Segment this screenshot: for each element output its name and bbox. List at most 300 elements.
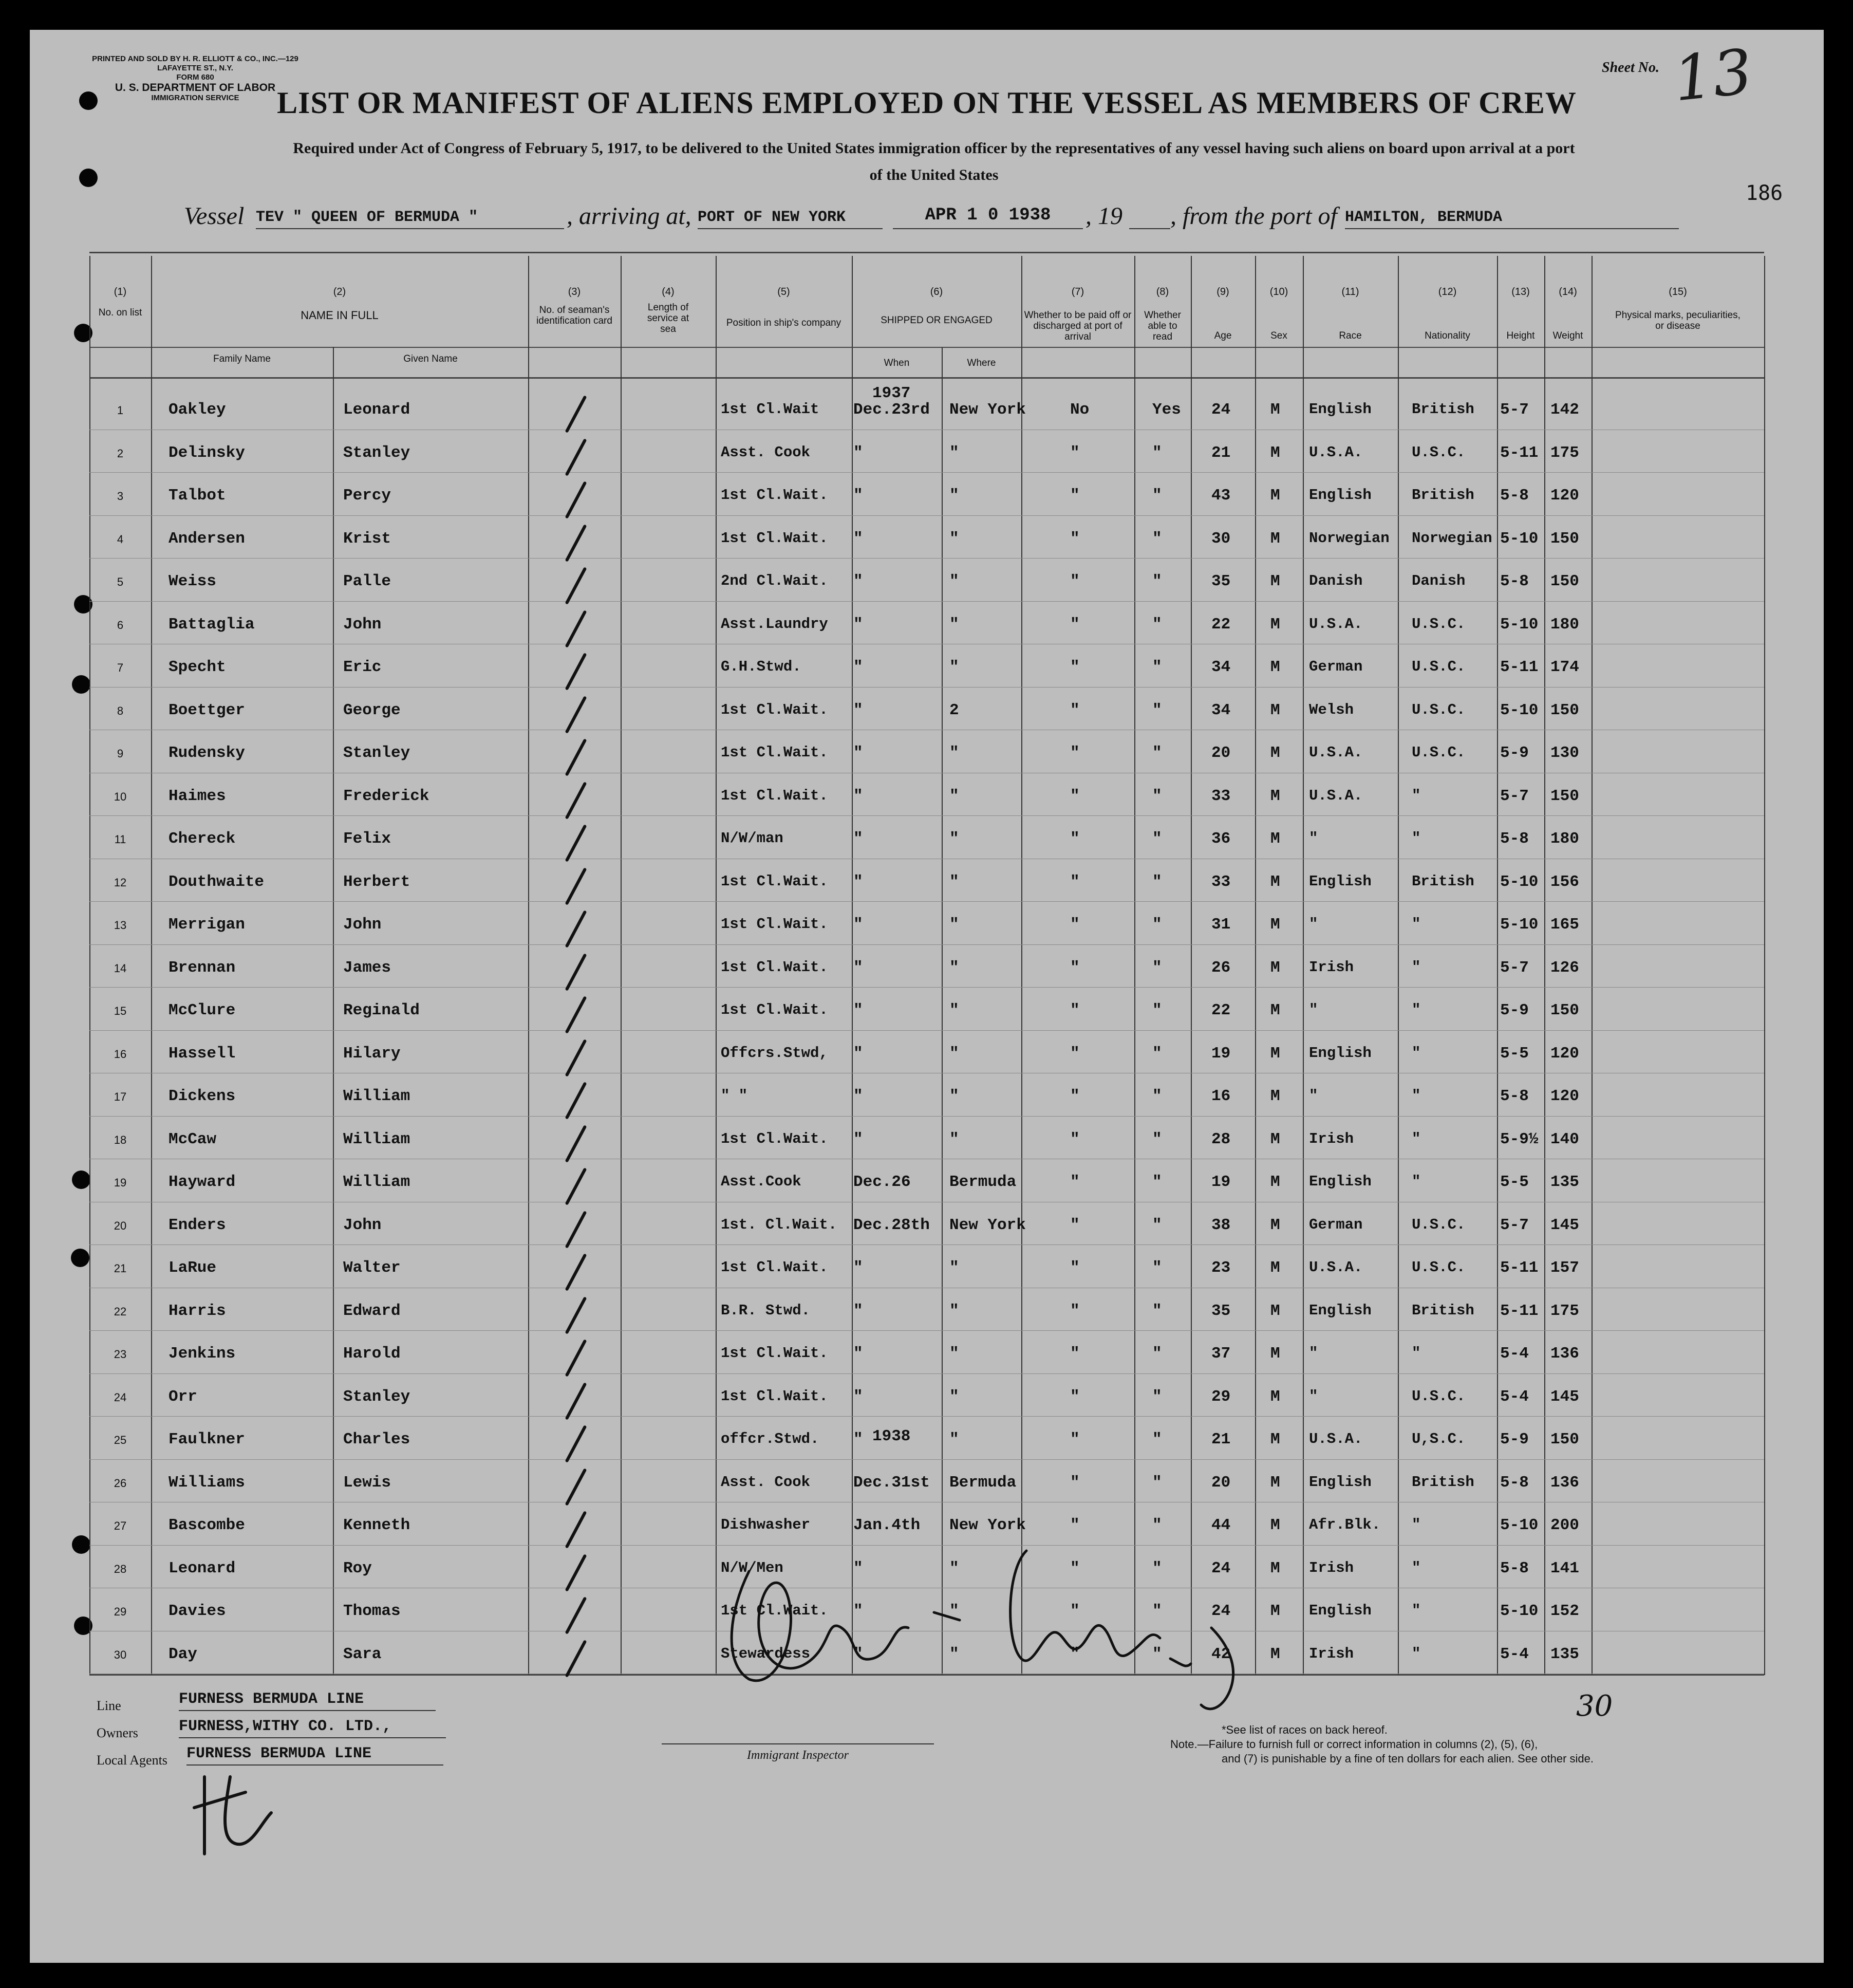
sex: M xyxy=(1270,1259,1280,1277)
id-card-check-mark xyxy=(565,953,587,991)
age: 22 xyxy=(1211,1001,1231,1019)
id-card-check-mark xyxy=(565,1253,587,1291)
able-to-read: Yes xyxy=(1152,401,1181,419)
able-to-read: " xyxy=(1152,1173,1162,1191)
id-card-check-mark xyxy=(565,824,587,862)
able-to-read: " xyxy=(1152,1001,1162,1019)
col-1-number: (1) xyxy=(114,286,127,298)
id-card-check-mark xyxy=(565,653,587,690)
given-name: Stanley xyxy=(343,744,410,762)
nationality: " xyxy=(1412,830,1421,847)
age: 28 xyxy=(1211,1130,1231,1148)
row-number: 9 xyxy=(117,747,124,760)
row-number: 29 xyxy=(114,1605,127,1618)
race: English xyxy=(1309,1173,1372,1190)
position: B.R. Stwd. xyxy=(721,1302,811,1319)
id-card-check-mark xyxy=(565,610,587,647)
shipped-when: Dec.23rd xyxy=(853,401,930,419)
able-to-read: " xyxy=(1152,443,1162,462)
race: Irish xyxy=(1309,958,1354,976)
shipped-when: " xyxy=(853,529,863,548)
row-number: 12 xyxy=(114,876,127,889)
id-card-check-mark xyxy=(565,1296,587,1334)
age: 43 xyxy=(1211,487,1231,505)
row-number: 28 xyxy=(114,1562,127,1575)
paid-off: " xyxy=(1070,1559,1080,1577)
sex: M xyxy=(1270,1302,1280,1320)
row-number: 7 xyxy=(117,661,124,674)
age: 44 xyxy=(1211,1516,1231,1534)
given-name: William xyxy=(343,1087,410,1105)
position: 1st Cl.Wait. xyxy=(721,1130,828,1147)
row-number: 24 xyxy=(114,1390,127,1404)
race: U.S.A. xyxy=(1309,615,1363,633)
sex: M xyxy=(1270,1645,1280,1663)
age: 37 xyxy=(1211,1345,1231,1363)
position: 2nd Cl.Wait. xyxy=(721,572,828,589)
family-name: LaRue xyxy=(169,1259,217,1277)
column-divider xyxy=(1021,256,1022,1675)
footnote-warning-1: Note.—Failure to furnish full or correct information in columns (2), (5), (6), xyxy=(1170,1738,1538,1751)
sex: M xyxy=(1270,572,1280,590)
position: 1st Cl.Wait. xyxy=(721,1387,828,1405)
shipped-where: " xyxy=(949,1001,959,1019)
sex: M xyxy=(1270,1173,1280,1191)
shipped-where: " xyxy=(949,830,959,848)
column-divider xyxy=(151,256,152,1675)
row-number: 2 xyxy=(117,447,124,460)
family-name: Haimes xyxy=(169,787,226,805)
owners-label: Owners xyxy=(97,1725,138,1740)
able-to-read: " xyxy=(1152,658,1162,676)
race: Irish xyxy=(1309,1130,1354,1147)
given-name: Stanley xyxy=(343,443,410,462)
sheet-label: Sheet No. xyxy=(1602,60,1659,76)
weight: 150 xyxy=(1550,1430,1579,1448)
height: 5-8 xyxy=(1500,572,1529,590)
given-name: Eric xyxy=(343,658,382,676)
height: 5-4 xyxy=(1500,1645,1529,1663)
race: Norwegian xyxy=(1309,529,1390,547)
col-12-number: (12) xyxy=(1438,286,1457,298)
col-3-number: (3) xyxy=(568,286,581,298)
row-number: 17 xyxy=(114,1090,127,1103)
family-name: Talbot xyxy=(169,487,226,505)
height: 5-10 xyxy=(1500,1516,1539,1534)
row-rule xyxy=(89,1416,1764,1417)
shipped-when: " xyxy=(853,1430,863,1448)
agents-value: FURNESS BERMUDA LINE xyxy=(186,1745,443,1766)
position: 1st Cl.Wait. xyxy=(721,701,828,718)
col-4-number: (4) xyxy=(662,286,675,298)
nationality: U.S.C. xyxy=(1412,1259,1466,1276)
column-6-divider xyxy=(852,347,1021,348)
able-to-read: " xyxy=(1152,529,1162,548)
row-rule xyxy=(89,687,1764,688)
height: 5-11 xyxy=(1500,1259,1539,1277)
punch-hole xyxy=(79,169,98,187)
able-to-read: " xyxy=(1152,1216,1162,1234)
position: offcr.Stwd. xyxy=(721,1430,819,1447)
race: English xyxy=(1309,487,1372,504)
weight: 150 xyxy=(1550,529,1579,548)
column-divider xyxy=(1255,256,1256,1675)
sex: M xyxy=(1270,1044,1280,1063)
family-name: Specht xyxy=(169,658,226,676)
sex: M xyxy=(1270,1430,1280,1448)
given-name: Charles xyxy=(343,1430,410,1448)
shipped-where: " xyxy=(949,1602,959,1620)
race: U.S.A. xyxy=(1309,443,1363,461)
able-to-read: " xyxy=(1152,615,1162,634)
from-label: , from the port of xyxy=(1170,202,1337,230)
col-6-label: SHIPPED OR ENGAGED xyxy=(881,315,993,326)
weight: 140 xyxy=(1550,1130,1579,1148)
family-name: Delinsky xyxy=(169,443,245,462)
race: U.S.A. xyxy=(1309,1259,1363,1276)
height: 5-7 xyxy=(1500,401,1529,419)
sex: M xyxy=(1270,1387,1280,1406)
position: 1st Cl.Wait. xyxy=(721,916,828,933)
shipped-where: " xyxy=(949,443,959,462)
id-card-check-mark xyxy=(565,910,587,947)
position: 1st Cl.Wait. xyxy=(721,487,828,504)
family-name: Orr xyxy=(169,1387,197,1406)
nationality: " xyxy=(1412,1645,1421,1662)
age: 29 xyxy=(1211,1387,1231,1406)
nationality: U.S.C. xyxy=(1412,443,1466,461)
weight: 120 xyxy=(1550,1044,1579,1063)
nationality: " xyxy=(1412,1130,1421,1147)
position: Asst. Cook xyxy=(721,1473,811,1491)
sex: M xyxy=(1270,1345,1280,1363)
row-number: 13 xyxy=(114,919,127,932)
row-rule xyxy=(89,815,1764,816)
shipped-where: Bermuda xyxy=(949,1473,1017,1492)
height: 5-9 xyxy=(1500,1430,1529,1448)
shipped-when: " xyxy=(853,1044,863,1063)
shipped-when: " xyxy=(853,658,863,676)
able-to-read: " xyxy=(1152,744,1162,762)
col-9-number: (9) xyxy=(1216,286,1229,298)
shipped-where: New York xyxy=(949,1216,1026,1234)
row-number: 27 xyxy=(114,1519,127,1532)
paid-off: " xyxy=(1070,1130,1080,1148)
sex: M xyxy=(1270,529,1280,548)
able-to-read: " xyxy=(1152,1559,1162,1577)
sex: M xyxy=(1270,744,1280,762)
height: 5-4 xyxy=(1500,1387,1529,1406)
column-divider xyxy=(1497,256,1498,1675)
height: 5-8 xyxy=(1500,487,1529,505)
weight: 135 xyxy=(1550,1173,1579,1191)
column-divider xyxy=(333,347,334,1675)
shipped-when: " xyxy=(853,1302,863,1320)
row-number: 1 xyxy=(117,404,124,417)
row-number: 25 xyxy=(114,1434,127,1446)
age: 42 xyxy=(1211,1645,1231,1663)
col-5-number: (5) xyxy=(777,286,790,298)
col-14-label: Weight xyxy=(1552,330,1583,341)
position: 1st Cl.Wait. xyxy=(721,744,828,761)
height: 5-10 xyxy=(1500,615,1539,634)
family-name: Dickens xyxy=(169,1087,236,1105)
table-top-border xyxy=(89,252,1764,253)
shipped-when: " xyxy=(853,1602,863,1620)
age: 16 xyxy=(1211,1087,1231,1105)
column-divider xyxy=(716,256,717,1675)
age: 19 xyxy=(1211,1044,1231,1063)
age: 22 xyxy=(1211,615,1231,634)
able-to-read: " xyxy=(1152,1602,1162,1620)
row-number: 3 xyxy=(117,490,124,503)
shipped-when: " xyxy=(853,701,863,719)
given-name: George xyxy=(343,701,401,719)
line-label: Line xyxy=(97,1698,121,1713)
col-15-number: (15) xyxy=(1669,286,1687,298)
position: Dishwasher xyxy=(721,1516,811,1533)
paid-off: " xyxy=(1070,529,1080,548)
age: 24 xyxy=(1211,401,1231,419)
id-card-check-mark xyxy=(565,996,587,1033)
nationality: " xyxy=(1412,1602,1421,1619)
col-9-label: Age xyxy=(1214,330,1232,341)
age: 19 xyxy=(1211,1173,1231,1191)
paid-off: " xyxy=(1070,658,1080,676)
shipped-when: " xyxy=(853,1087,863,1105)
shipped-where: " xyxy=(949,872,959,891)
weight: 200 xyxy=(1550,1516,1579,1534)
position: Stewardess xyxy=(721,1645,811,1662)
family-name: Jenkins xyxy=(169,1345,236,1363)
id-card-check-mark xyxy=(565,1211,587,1248)
nationality: " xyxy=(1412,1087,1421,1104)
page-number: 186 xyxy=(1746,181,1783,205)
shipped-when: " xyxy=(853,872,863,891)
age: 33 xyxy=(1211,872,1231,891)
age: 30 xyxy=(1211,529,1231,548)
race: English xyxy=(1309,1473,1372,1491)
given-name: John xyxy=(343,916,382,934)
family-name: Bascombe xyxy=(169,1516,245,1534)
col-2-given-label: Given Name xyxy=(403,354,458,364)
col-6-where-label: Where xyxy=(967,358,996,368)
column-divider xyxy=(1398,256,1399,1675)
paid-off: " xyxy=(1070,872,1080,891)
year-note-1937: 1937 xyxy=(872,384,911,402)
age: 35 xyxy=(1211,1302,1231,1320)
paid-off: " xyxy=(1070,1602,1080,1620)
family-name: Battaglia xyxy=(169,615,255,634)
page-title: LIST OR MANIFEST OF ALIENS EMPLOYED ON THE VESSEL AS MEMBERS OF CREW xyxy=(277,86,1577,120)
height: 5-8 xyxy=(1500,830,1529,848)
nationality: British xyxy=(1412,1302,1474,1319)
age: 33 xyxy=(1211,787,1231,805)
given-name: John xyxy=(343,1216,382,1234)
shipped-where: " xyxy=(949,787,959,805)
printer-line: PRINTED AND SOLD BY H. R. ELLIOTT & CO., INC.—129 LAFAYETTE ST., N.Y. xyxy=(92,54,298,72)
position: Asst.Cook xyxy=(721,1173,801,1190)
id-card-check-mark xyxy=(565,738,587,776)
row-rule xyxy=(89,515,1764,516)
shipped-where: New York xyxy=(949,1516,1026,1534)
col-5-label: Position in ship's company xyxy=(726,318,841,328)
race: English xyxy=(1309,401,1372,418)
weight: 120 xyxy=(1550,1087,1579,1105)
row-rule xyxy=(89,1373,1764,1374)
height: 5-7 xyxy=(1500,958,1529,977)
weight: 120 xyxy=(1550,487,1579,505)
position: G.H.Stwd. xyxy=(721,658,801,675)
sex: M xyxy=(1270,658,1280,676)
shipped-where: " xyxy=(949,1302,959,1320)
sheet-number: 13 xyxy=(1670,36,1756,116)
given-name: Stanley xyxy=(343,1387,410,1406)
row-number: 21 xyxy=(114,1262,127,1275)
given-name: Felix xyxy=(343,830,391,848)
nationality: U,S.C. xyxy=(1412,1430,1466,1447)
punch-hole xyxy=(71,1249,89,1267)
id-card-check-mark xyxy=(565,867,587,905)
weight: 175 xyxy=(1550,1302,1579,1320)
col-13-number: (13) xyxy=(1511,286,1530,298)
arriving-label: , arriving at, xyxy=(567,202,691,230)
height: 5-10 xyxy=(1500,872,1539,891)
col-15-label: Physical marks, peculiarities, or disease xyxy=(1615,310,1740,331)
age: 21 xyxy=(1211,443,1231,462)
id-card-check-mark xyxy=(565,1468,587,1506)
family-name: Rudensky xyxy=(169,744,245,762)
weight: 145 xyxy=(1550,1216,1579,1234)
able-to-read: " xyxy=(1152,572,1162,590)
id-card-check-mark xyxy=(565,696,587,733)
race: Danish xyxy=(1309,572,1363,589)
row-number: 11 xyxy=(114,833,126,846)
race: Irish xyxy=(1309,1559,1354,1576)
id-card-check-mark xyxy=(565,782,587,819)
able-to-read: " xyxy=(1152,830,1162,848)
nationality: British xyxy=(1412,1473,1474,1491)
id-card-check-mark xyxy=(565,1511,587,1548)
sex: M xyxy=(1270,487,1280,505)
punch-hole xyxy=(72,675,90,694)
shipped-when: " xyxy=(853,1130,863,1148)
column-divider xyxy=(1303,256,1304,1675)
paid-off: " xyxy=(1070,1044,1080,1063)
nationality: " xyxy=(1412,1001,1421,1018)
col-11-number: (11) xyxy=(1341,286,1359,298)
race: Irish xyxy=(1309,1645,1354,1662)
age: 20 xyxy=(1211,1473,1231,1492)
id-card-check-mark xyxy=(565,481,587,518)
family-name: Brennan xyxy=(169,958,236,977)
nationality: Norwegian xyxy=(1412,529,1492,547)
shipped-where: " xyxy=(949,916,959,934)
sex: M xyxy=(1270,701,1280,719)
height: 5-8 xyxy=(1500,1087,1529,1105)
departure-port: HAMILTON, BERMUDA xyxy=(1345,209,1679,229)
weight: 135 xyxy=(1550,1645,1579,1663)
height: 5-11 xyxy=(1500,1302,1539,1320)
given-name: Kenneth xyxy=(343,1516,410,1534)
given-name: Lewis xyxy=(343,1473,391,1492)
paid-off: " xyxy=(1070,1087,1080,1105)
able-to-read: " xyxy=(1152,701,1162,719)
id-card-check-mark xyxy=(565,567,587,604)
position: 1st Cl.Wait. xyxy=(721,1259,828,1276)
paid-off: " xyxy=(1070,916,1080,934)
shipped-when: " xyxy=(853,744,863,762)
able-to-read: " xyxy=(1152,1473,1162,1492)
weight: 142 xyxy=(1550,401,1579,419)
race: " xyxy=(1309,916,1318,933)
position: 1st Cl.Wait. xyxy=(721,958,828,976)
nationality: British xyxy=(1412,401,1474,418)
shipped-where: " xyxy=(949,1087,959,1105)
nationality: " xyxy=(1412,1559,1421,1576)
shipped-where: 2 xyxy=(949,701,959,719)
race: English xyxy=(1309,1044,1372,1062)
shipped-when: " xyxy=(853,787,863,805)
age: 23 xyxy=(1211,1259,1231,1277)
paid-off: " xyxy=(1070,1259,1080,1277)
position: Asst. Cook xyxy=(721,443,811,461)
weight: 136 xyxy=(1550,1473,1579,1492)
sex: M xyxy=(1270,1559,1280,1577)
height: 5-11 xyxy=(1500,443,1539,462)
able-to-read: " xyxy=(1152,1130,1162,1148)
col-11-label: Race xyxy=(1339,330,1362,341)
age: 24 xyxy=(1211,1602,1231,1620)
row-rule xyxy=(89,1116,1764,1117)
id-card-check-mark xyxy=(565,524,587,562)
shipped-where: Bermuda xyxy=(949,1173,1017,1191)
shipped-where: New York xyxy=(949,401,1026,419)
given-name: Percy xyxy=(343,487,391,505)
paid-off: " xyxy=(1070,1430,1080,1448)
family-name: Enders xyxy=(169,1216,226,1234)
row-rule xyxy=(89,987,1764,988)
able-to-read: " xyxy=(1152,1302,1162,1320)
sex: M xyxy=(1270,1130,1280,1148)
arrival-port: PORT OF NEW YORK xyxy=(698,209,883,229)
shipped-where: " xyxy=(949,572,959,590)
given-name: Harold xyxy=(343,1345,401,1363)
col-4-label: Length of service at sea xyxy=(647,302,689,335)
shipped-where: " xyxy=(949,1345,959,1363)
given-name: Sara xyxy=(343,1645,382,1663)
race: English xyxy=(1309,1602,1372,1619)
col-2-family-label: Family Name xyxy=(213,354,271,364)
shipped-where: " xyxy=(949,487,959,505)
shipped-when: " xyxy=(853,487,863,505)
shipped-where: " xyxy=(949,1387,959,1406)
race: U.S.A. xyxy=(1309,1430,1363,1447)
row-number: 30 xyxy=(114,1648,127,1661)
able-to-read: " xyxy=(1152,1259,1162,1277)
col-2-label: NAME IN FULL xyxy=(301,309,379,322)
shipped-when: Dec.31st xyxy=(853,1473,930,1492)
sex: M xyxy=(1270,1516,1280,1534)
able-to-read: " xyxy=(1152,1387,1162,1406)
height: 5-9 xyxy=(1500,1001,1529,1019)
nationality: U.S.C. xyxy=(1412,1387,1466,1405)
sex: M xyxy=(1270,916,1280,934)
col-7-number: (7) xyxy=(1071,286,1084,298)
paid-off: " xyxy=(1070,1516,1080,1534)
weight: 175 xyxy=(1550,443,1579,462)
given-name: Herbert xyxy=(343,872,410,891)
